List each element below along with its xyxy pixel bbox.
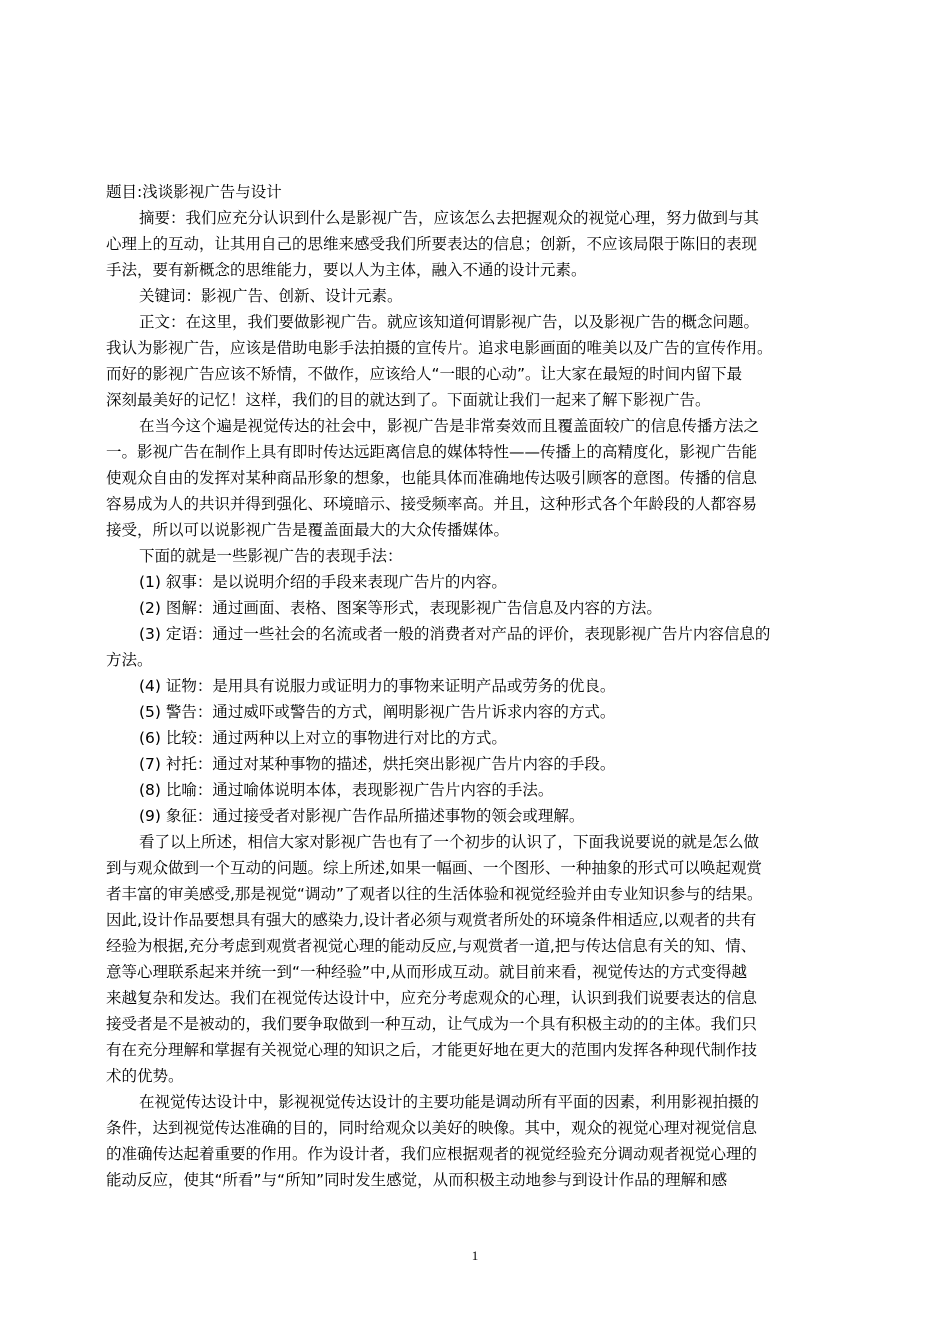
text-line: 在视觉传达设计中，影视视觉传达设计的主要功能是调动所有平面的因素，利用影视拍摄的	[139, 1093, 760, 1111]
text-line: 有在充分理解和掌握有关视觉心理的知识之后，才能更好地在更大的范围内发挥各种现代制作技	[106, 1041, 758, 1059]
document-body	[106, 179, 844, 1193]
text-line: 术的优势。	[106, 1067, 184, 1085]
text-line: 来越复杂和发达。我们在视觉传达设计中，应充分考虑观众的心理，认识到我们说要表达的信息	[106, 989, 758, 1007]
text-line: 者丰富的审美感受,那是视觉“调动”了观者以往的生活体验和视觉经验并由专业知识参与的结果。	[106, 885, 763, 903]
text-line: 使观众自由的发挥对某种商品形象的想象，也能具体而准确地传达吸引顾客的意图。传播的信息	[106, 469, 758, 487]
text-line: (1) 叙事：是以说明介绍的手段来表现广告片的内容。	[139, 573, 507, 591]
text-line: (2) 图解：通过画面、表格、图案等形式，表现影视广告信息及内容的方法。	[139, 599, 662, 617]
text-line: 接受者是不是被动的，我们要争取做到一种互动，让气成为一个具有积极主动的的主体。我们只	[106, 1015, 758, 1033]
document-title: 题目:浅谈影视广告与设计	[106, 183, 282, 201]
text-line: 手法，要有新概念的思维能力，要以人为主体，融入不通的设计元素。	[106, 261, 587, 279]
text-line: (6) 比较：通过两种以上对立的事物进行对比的方式。	[139, 729, 507, 747]
text-line: 经验为根据,充分考虑到观赏者视觉心理的能动反应,与观赏者一道,把与传达信息有关的知、情、	[106, 937, 757, 955]
text-line: 下面的就是一些影视广告的表现手法：	[139, 547, 403, 565]
text-line: 意等心理联系起来并统一到“一种经验”中,从而形成互动。就目前来看，视觉传达的方式变得越	[106, 963, 747, 981]
text-line: 的准确传达起着重要的作用。作为设计者，我们应根据观者的视觉经验充分调动观者视觉心理的	[106, 1145, 758, 1163]
text-line: 方法。	[106, 651, 153, 669]
text-line: 容易成为人的共识并得到强化、环境暗示、接受频率高。并且，这种形式各个年龄段的人都容易	[106, 495, 758, 513]
paragraph-lines	[106, 205, 844, 1193]
text-line: 看了以上所述，相信大家对影视广告也有了一个初步的认识了，下面我说要说的就是怎么做	[139, 833, 760, 851]
text-line: (5) 警告：通过威吓或警告的方式，阐明影视广告片诉求内容的方式。	[139, 703, 616, 721]
text-line: 摘要：我们应充分认识到什么是影视广告，应该怎么去把握观众的视觉心理，努力做到与其	[139, 209, 760, 227]
text-line: 接受，所以可以说影视广告是覆盖面最大的大众传播媒体。	[106, 521, 510, 539]
page-number: 1	[471, 1248, 479, 1263]
text-line: 能动反应，使其“所看”与“所知”同时发生感觉，从而积极主动地参与到设计作品的理解和感	[106, 1171, 728, 1189]
text-line: 心理上的互动，让其用自己的思维来感受我们所要表达的信息；创新，不应该局限于陈旧的表现	[106, 235, 758, 253]
text-line: (7) 衬托：通过对某种事物的描述，烘托突出影视广告片内容的手段。	[139, 755, 616, 773]
text-line: 一。影视广告在制作上具有即时传达远距离信息的媒体特性——传播上的高精度化，影视广告能	[106, 443, 758, 461]
text-line: (8) 比喻：通过喻体说明本体，表现影视广告片内容的手法。	[139, 781, 554, 799]
text-line: (9) 象征：通过接受者对影视广告作品所描述事物的领会或理解。	[139, 807, 585, 825]
text-line: 在当今这个遍是视觉传达的社会中，影视广告是非常奏效而且覆盖面较广的信息传播方法之	[139, 417, 760, 435]
text-line: 条件，达到视觉传达准确的目的，同时给观众以美好的映像。其中，观众的视觉心理对视觉信息	[106, 1119, 758, 1137]
text-line: 深刻最美好的记忆！这样，我们的目的就达到了。下面就让我们一起来了解下影视广告。	[106, 391, 711, 409]
text-line: 到与观众做到一个互动的问题。综上所述,如果一幅画、一个图形、一种抽象的形式可以唤起观赏	[106, 859, 762, 877]
text-line: 而好的影视广告应该不矫情，不做作，应该给人“一眼的心动”。让大家在最短的时间内留下最	[106, 365, 743, 383]
text-line: 因此,设计作品要想具有强大的感染力,设计者必须与观赏者所处的环境条件相适应,以观者的共有	[106, 911, 757, 929]
text-line: 正文：在这里，我们要做影视广告。就应该知道何谓影视广告，以及影视广告的概念问题。	[139, 313, 760, 331]
text-line: 关键词：影视广告、创新、设计元素。	[139, 287, 403, 305]
text-line: 我认为影视广告，应该是借助电影手法拍摄的宣传片。追求电影画面的唯美以及广告的宣传作用。	[106, 339, 773, 357]
text-line: (4) 证物：是用具有说服力或证明力的事物来证明产品或劳务的优良。	[139, 677, 616, 695]
text-line: (3) 定语：通过一些社会的名流或者一般的消费者对产品的评价，表现影视广告片内容信息的	[139, 625, 771, 643]
